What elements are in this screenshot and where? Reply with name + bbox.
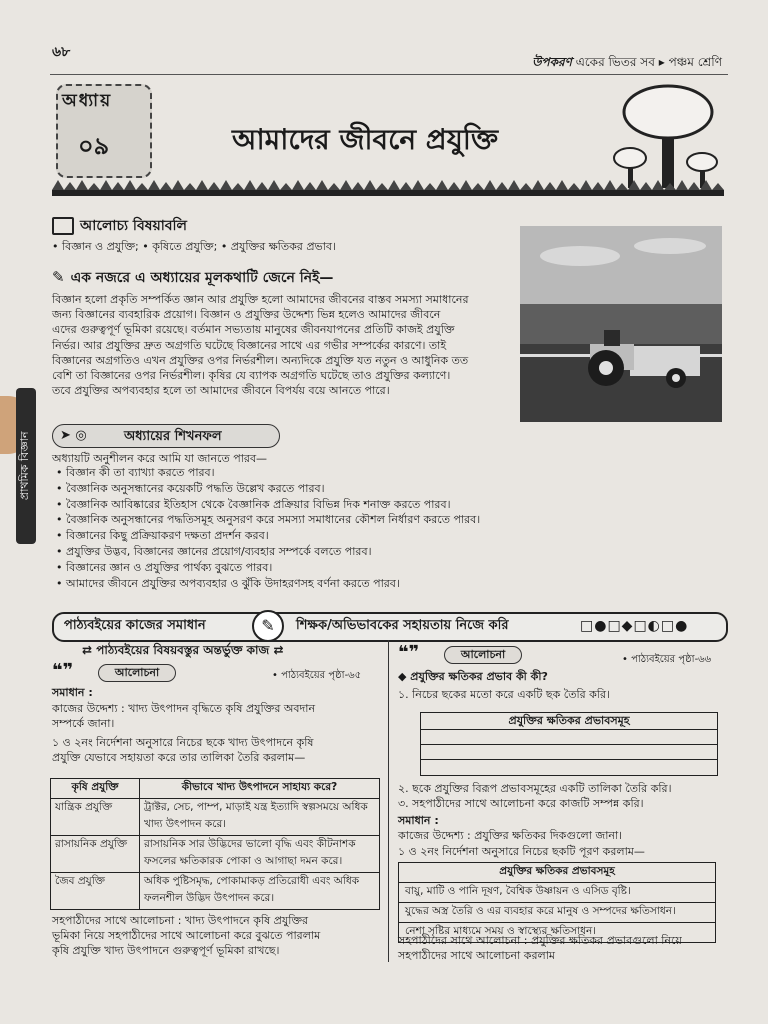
purpose-line: কাজের উদ্দেশ্য : প্রযুক্তির ক্ষতিকর দিকগুলো জানা।: [398, 829, 623, 842]
shapes-icon: □●□◆□◐□●: [580, 618, 689, 634]
list-item: • বিজ্ঞানের জ্ঞান ও প্রযুক্তির পার্থক্য বুঝতে পারব।: [56, 560, 480, 576]
chapter-number: ০৯: [78, 132, 110, 160]
banner-right-text: শিক্ষক/অভিভাবকের সহায়তায় নিজে করি: [296, 618, 509, 633]
page-number: ৬৮: [52, 44, 71, 60]
topics-list: • বিজ্ঞান ও প্রযুক্তি; • কৃষিতে প্রযুক্তি; • প্রযুক্তির ক্ষতিকর প্রভাব।: [52, 240, 336, 253]
grass-border: [52, 180, 724, 196]
step-line: ১. নিচের ছকের মতো করে একটি ছক তৈরি করি।: [398, 688, 610, 701]
table-row: রাসায়নিক প্রযুক্তি রাসায়নিক সার উদ্ভিদের ভালো বৃদ্ধি এবং কীটনাশক ফসলের ক্ষতিকারক পোকা ও আগাছা দমন করে।: [51, 836, 380, 873]
closing-line: সহপাঠীদের সাথে আলোচনা : খাদ্য উৎপাদনে কৃষি প্রযুক্তির: [52, 914, 309, 927]
chapter-title: আমাদের জীবনে প্রযুক্তি: [232, 123, 499, 156]
table-row: নেশা সৃষ্টির মাধ্যমে সময় ও স্বাস্থ্যের ক্ষতিসাধন।: [399, 923, 716, 943]
closing-line: ভূমিকা নিয়ে সহপাঠীদের সাথে আলোচনা করে বুঝতে পারলাম: [52, 929, 321, 942]
table-row: জৈব প্রযুক্তি অধিক পুষ্টিসমৃদ্ধ, পোকামাকড় প্রতিরোধী এবং অধিক ফলনশীল উদ্ভিদ উৎপাদন করে।: [51, 873, 380, 910]
chapter-label: অধ্যায়: [62, 91, 113, 111]
outcomes-intro: অধ্যায়টি অনুশীলন করে আমি যা জানতে পারব—: [52, 452, 268, 465]
discussion-pill: আলোচনা: [98, 664, 176, 682]
quote-icon: ❝❞: [52, 660, 74, 681]
list-item: • প্রযুক্তির উদ্ভব, বিজ্ঞানের জ্ঞানের প্রয়োগ/ব্যবহার সম্পর্কে বলতে পারব।: [56, 544, 480, 560]
topics-heading: আলোচ্য বিষয়াবলি: [52, 214, 187, 238]
step-line: ৩. সহপাঠীদের সাথে আলোচনা করে কাজটি সম্পন্ন করি।: [398, 797, 644, 810]
instruction-line: ১ ও ২নং নির্দেশনা অনুসারে নিচের ছকে খাদ্য উৎপাদনে কৃষি: [52, 736, 314, 749]
page-ref: • পাঠ্যবইয়ের পৃষ্ঠা-৬৬: [622, 654, 712, 665]
agri-tech-table: [50, 778, 380, 910]
tractor-photo: [520, 226, 722, 422]
magic-wand-icon: ✎: [52, 268, 65, 286]
sub-heading: ⇄ পাঠ্যবইয়ের বিষয়বস্তুর অন্তর্ভুক্ত কাজ ⇄: [82, 643, 284, 657]
closing-line: কৃষি প্রযুক্তি খাদ্য উৎপাদনে গুরুত্বপূর্ণ ভূমিকা রাখছে।: [52, 944, 280, 957]
summary-text: বিজ্ঞান হলো প্রকৃতি সম্পর্কিত জ্ঞান আর প্রযুক্তি হলো আমাদের জীবনের বাস্তব সমস্যা সমাধানের জন্য বিজ্ঞানের ব্যবহারিক প্রয়োগ। বিজ্ঞান ও প্রযুক্তির উদ্দেশ্য ভিন্ন হলেও আমাদের জীবনে এদের গুরুত্বপূর্ণ ভূমিকা রয়েছে। বর্তমান সভ্যতায় মানুষের জীবনযাপনের প্রতিটি কাজই প্রযুক্তি নির্ভর। আর প্রযুক্তির দ্রুত অগ্রগতি ঘটেছে বিজ্ঞানের সাথে এর গভীর সম্পর্কের কারণে। তাই বিজ্ঞানের অগ্রগতিও এখন প্রযুক্তির ওপর নির্ভরশীল। অন্যদিকে প্রযুক্তি যত নতুন ও আধুনিক তত বেশি তা বিজ্ঞানের ওপর নির্ভরশীল। কৃষির যে ব্যাপক অগ্রগতি ঘটেছে তাও প্রযুক্তির কল্যাণে। তবে প্রযুক্তির অপব্যবহার হলে তা আমাদের জীবনে বিপর্যয় বয়ে আনতে পারে।: [52, 293, 469, 398]
pencil-icon: ✎: [252, 610, 284, 642]
page-ref: • পাঠ্যবইয়ের পৃষ্ঠা-৬৫: [272, 670, 362, 681]
grade-label: পঞ্চম শ্রেণি: [668, 55, 722, 69]
banner-left-text: পাঠ্যবইয়ের কাজের সমাধান: [64, 618, 206, 633]
table-header: কীভাবে খাদ্য উৎপাদনে সাহায্য করে?: [140, 779, 380, 799]
table-header: প্রযুক্তির ক্ষতিকর প্রভাবসমূহ: [421, 713, 717, 730]
trees-illustration: [612, 82, 722, 190]
running-header: [532, 54, 722, 74]
outcomes-heading: অধ্যায়ের শিখনফল: [124, 429, 222, 444]
instruction-line: ১ ও ২নং নির্দেশনা অনুসারে নিচের ছকটি পূরণ করলাম—: [398, 845, 645, 858]
column-divider: [388, 640, 389, 962]
chain-icon: ⇄: [82, 643, 97, 657]
instruction-line: প্রযুক্তি যেভাবে সহায়তা করে তার তালিকা তৈরি করলাম—: [52, 751, 306, 764]
list-item: • বিজ্ঞানের কিছু প্রক্রিয়াকরণ দক্ষতা প্রদর্শন করব।: [56, 528, 480, 544]
table-row: যান্ত্রিক প্রযুক্তি ট্রাক্টর, সেচ, পাম্প, মাড়াই যন্ত্র ইত্যাদি স্বল্পসময়ে অধিক খাদ্য উৎপাদন করে।: [51, 799, 380, 836]
side-subject-tab: প্রাথমিক বিজ্ঞান: [16, 388, 36, 544]
summary-heading: ✎ এক নজরে এ অধ্যায়ের মূলকথাটি জেনে নিই—: [52, 268, 334, 286]
table-header: প্রযুক্তির ক্ষতিকর প্রভাবসমূহ: [399, 863, 716, 883]
step-line: ২. ছকে প্রযুক্তির বিরূপ প্রভাবসমূহের একটি তালিকা তৈরি করি।: [398, 782, 672, 795]
series-brand: উপকরণ: [532, 55, 572, 69]
list-item: • আমাদের জীবনে প্রযুক্তির অপব্যবহার ও ঝুঁকি উদাহরণসহ বর্ণনা করতে পারব।: [56, 576, 480, 592]
effects-table: [398, 862, 716, 943]
header-rule: [50, 74, 728, 75]
quote-icon: ❝❞: [398, 642, 420, 663]
closing-line: সহপাঠীদের সাথে আলোচনা : প্রযুক্তির ক্ষতিকর প্রভাবগুলো নিয়ে: [398, 934, 682, 947]
series-tagline: একের ভিতর সব: [575, 55, 655, 69]
table-header: কৃষি প্রযুক্তি: [51, 779, 140, 799]
table-row: যুদ্ধের অস্ত্র তৈরি ও এর ব্যবহার করে মানুষ ও সম্পদের ক্ষতিসাধন।: [399, 903, 716, 923]
blank-effects-table: [420, 712, 718, 776]
list-item: • বৈজ্ঞানিক আবিষ্কারের ইতিহাস থেকে বৈজ্ঞানিক প্রক্রিয়ার বিভিন্ন দিক শনাক্ত করতে পারব।: [56, 497, 480, 513]
arrow-icon: ▸: [658, 55, 665, 69]
list-item: • বৈজ্ঞানিক অনুসন্ধানের কয়েকটি পদ্ধতি উল্লেখ করতে পারব।: [56, 481, 480, 497]
list-item: • বৈজ্ঞানিক অনুসন্ধানের পদ্ধতিসমূহ অনুসরণ করে সমস্যা সমাধানের কৌশল নির্ধারণ করতে পারব।: [56, 512, 480, 528]
solution-label: সমাধান :: [398, 814, 439, 827]
book-icon: [52, 217, 74, 235]
solution-label: সমাধান :: [52, 686, 93, 699]
question-line: ◆ প্রযুক্তির ক্ষতিকর প্রভাব কী কী?: [398, 670, 548, 683]
list-item: • বিজ্ঞান কী তা ব্যাখ্যা করতে পারব।: [56, 465, 480, 481]
purpose-line: সম্পর্কে জানা।: [52, 717, 115, 730]
table-row: বায়ু, মাটি ও পানি দূষণ, বৈশ্বিক উষ্ণায়ন ও এসিড বৃষ্টি।: [399, 883, 716, 903]
outcomes-list: [56, 465, 480, 591]
purpose-line: কাজের উদ্দেশ্য : খাদ্য উৎপাদন বৃদ্ধিতে কৃষি প্রযুক্তির অবদান: [52, 702, 316, 715]
target-icon: ➤ ◎: [60, 428, 87, 443]
closing-line: সহপাঠীদের সাথে আলোচনা করলাম: [398, 949, 556, 962]
discussion-pill: আলোচনা: [444, 646, 522, 664]
